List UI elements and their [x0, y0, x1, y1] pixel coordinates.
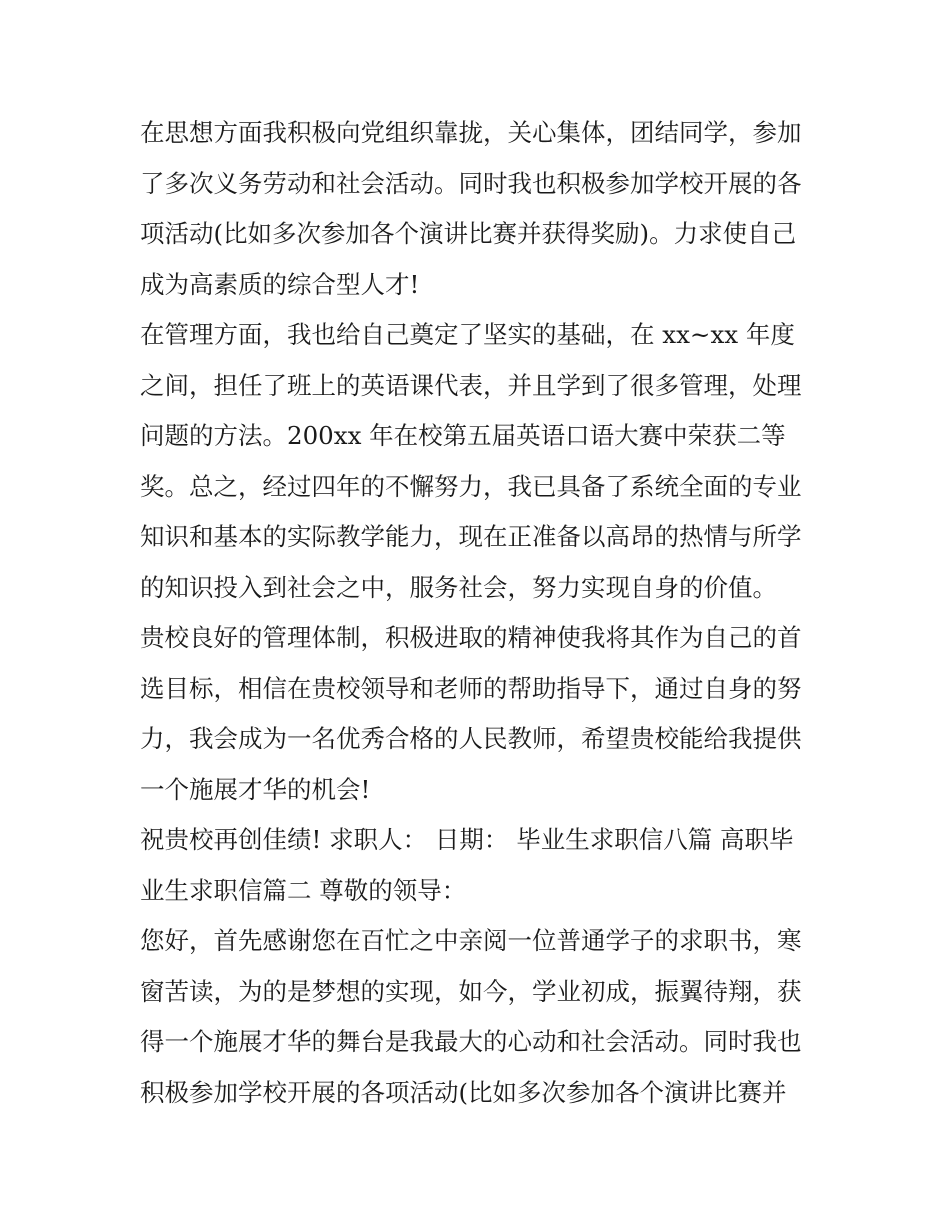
text-line: 力，我会成为一名优秀合格的人民教师，希望贵校能给我提供	[140, 724, 802, 753]
text-line: 积极参加学校开展的各项活动(比如多次参加各个演讲比赛并	[140, 1077, 787, 1107]
text-line: 的知识投入到社会之中，服务社会，努力实现自身的价值。	[140, 572, 777, 602]
text-line: 成为高素质的综合型人才!	[140, 269, 420, 299]
text-line: 项活动(比如多次参加各个演讲比赛并获得奖励)。力求使自己	[140, 219, 797, 248]
text-line: 您好，首先感谢您在百忙之中亲阅一位普通学子的求职书，寒	[140, 926, 802, 955]
body-text	[140, 108, 830, 1118]
text-line: 知识和基本的实际教学能力，现在正准备以高昂的热情与所学	[140, 522, 802, 551]
text-line: 贵校良好的管理体制，积极进取的精神使我将其作为自己的首	[140, 623, 802, 652]
text-line: 业生求职信篇二 尊敬的领导：	[140, 875, 467, 905]
text-line: 奖。总之，经过四年的不懈努力，我已具备了系统全面的专业	[140, 471, 802, 501]
text-line: 选目标，相信在贵校领导和老师的帮助指导下，通过自身的努	[140, 673, 802, 703]
text-line: 得一个施展才华的舞台是我最大的心动和社会活动。同时我也	[140, 1027, 802, 1056]
text-line: 了多次义务劳动和社会活动。同时我也积极参加学校开展的各	[140, 168, 802, 198]
text-line: 祝贵校再创佳绩! 求职人： 日期： 毕业生求职信八篇 高职毕	[140, 825, 794, 854]
text-line: 窗苦读，为的是梦想的实现，如今，学业初成，振翼待翔，获	[140, 976, 802, 1006]
text-line: 问题的方法。200xx 年在校第五届英语口语大赛中荣获二等	[140, 421, 786, 450]
text-line: 在管理方面，我也给自己奠定了坚实的基础，在 xx~xx 年度	[140, 320, 795, 349]
text-line: 在思想方面我积极向党组织靠拢，关心集体，团结同学，参加	[140, 118, 802, 147]
text-line: 一个施展才华的机会!	[140, 774, 371, 804]
text-line: 之间，担任了班上的英语课代表，并且学到了很多管理，处理	[140, 370, 802, 400]
